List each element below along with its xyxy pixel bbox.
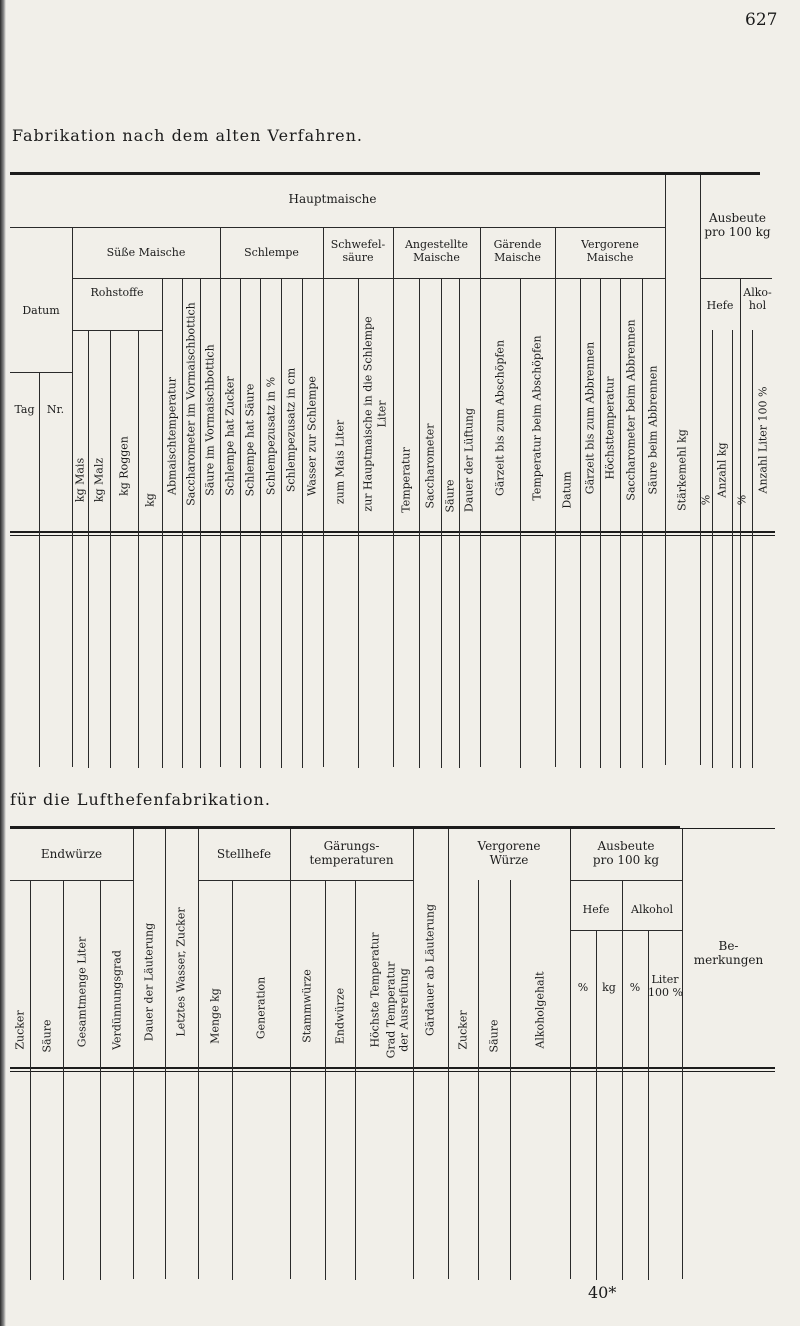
col-saeure-abbrennen: Säure beim Abbrennen xyxy=(646,365,660,495)
col-grad-temperatur: Grad Temperatur xyxy=(384,961,398,1059)
section-title-lufthefen: für die Lufthefenfabrikation. xyxy=(10,790,271,809)
col-kg-roggen: kg Roggen xyxy=(117,436,131,496)
header-gaerende-maische: Gärende Maische xyxy=(493,238,542,264)
page-edge-shadow xyxy=(0,0,6,1326)
col-dauer-laeuterung: Dauer der Läuterung xyxy=(142,922,156,1042)
col-zucker-2: Zucker xyxy=(456,1010,470,1050)
col-gaerdauer: Gärdauer ab Läuterung xyxy=(423,904,437,1036)
col-saeure: Säure xyxy=(443,479,457,513)
col-alkohol-anzahl-liter: Anzahl Liter 100 % xyxy=(756,386,770,494)
header-suesse-maische: Süße Maische xyxy=(106,246,186,259)
col-staerkemehl-kg: Stärkemehl kg xyxy=(675,429,689,511)
col-kg-malz: kg Malz xyxy=(92,457,106,503)
col-verduennungsgrad: Verdünnungsgrad xyxy=(110,950,124,1050)
col-abmaischtemperatur: Abmaischtemperatur xyxy=(165,377,179,495)
header-angestellte-maische: Angestellte Maische xyxy=(404,238,469,264)
col-schlempe-saeure: Schlempe hat Säure xyxy=(243,383,257,497)
col-saeure-vormaischbottich: Säure im Vormaischbottich xyxy=(203,344,217,496)
col-kg: kg xyxy=(143,493,157,507)
header-hefe-2: Hefe xyxy=(582,903,610,916)
col-alkohol-prozent: % xyxy=(735,494,749,506)
header-hefe: Hefe xyxy=(706,299,734,312)
col-kg-mais: kg Mais xyxy=(73,457,87,503)
col-dauer-lueftung: Dauer der Lüftung xyxy=(462,407,476,513)
col-hoechsttemperatur: Höchsttemperatur xyxy=(603,376,617,480)
col-hoechste-temperatur: Höchste Temperatur xyxy=(368,932,382,1048)
col-menge-kg: Menge kg xyxy=(208,988,222,1044)
header-vergorene-maische: Vergorene Maische xyxy=(581,238,639,264)
header-gaerungstemperaturen: Gärungs- temperaturen xyxy=(309,839,394,867)
header-endwuerze: Endwürze xyxy=(40,847,103,861)
col-alkohol-prozent-2: % xyxy=(629,981,641,994)
col-grad-ausreifung: der Ausreifung xyxy=(397,968,411,1052)
col-hefe-prozent-2: % xyxy=(577,981,589,994)
col-endwuerze: Endwürze xyxy=(333,987,347,1045)
col-alkoholgehalt: Alkoholgehalt xyxy=(533,971,547,1049)
page-footer-mark: 40* xyxy=(588,1283,617,1302)
col-saeure-2: Säure xyxy=(40,1019,54,1053)
col-zur-hauptmaische-liter: Liter xyxy=(375,400,389,428)
section-title-alte-verfahren: Fabrikation nach dem alten Verfahren. xyxy=(12,126,363,145)
header-tag: Tag xyxy=(14,403,35,416)
header-ausbeute-2: Ausbeute pro 100 kg xyxy=(592,839,660,867)
col-zucker: Zucker xyxy=(13,1010,27,1050)
col-hefe-prozent: % xyxy=(699,494,713,506)
col-zur-hauptmaische: zur Hauptmaische in die Schlempe xyxy=(361,316,375,512)
col-saccharometer-vormaischbottich: Saccharometer im Vormaischbottich xyxy=(184,302,198,506)
header-nr: Nr. xyxy=(46,403,65,416)
header-hauptmaische: Hauptmaische xyxy=(288,192,377,206)
header-stellhefe: Stellhefe xyxy=(216,847,272,861)
col-alkohol-liter: Liter 100 % xyxy=(648,973,683,999)
col-temperatur: Temperatur xyxy=(399,447,413,513)
header-vergorene-wuerze: Vergorene Würze xyxy=(477,839,541,867)
col-gaerzeit-abschoepfen: Gärzeit bis zum Abschöpfen xyxy=(493,339,507,497)
col-gesamtmenge: Gesamtmenge Liter xyxy=(75,936,89,1048)
col-schlempe-zucker: Schlempe hat Zucker xyxy=(223,376,237,496)
col-letztes-wasser: Letztes Wasser, Zucker xyxy=(174,907,188,1037)
col-generation: Generation xyxy=(254,976,268,1040)
col-gaerzeit-abbrennen: Gärzeit bis zum Abbrennen xyxy=(583,341,597,495)
col-hefe-kg-2: kg xyxy=(602,981,616,994)
col-saeure-3: Säure xyxy=(487,1019,501,1053)
header-alkohol: Alko- hol xyxy=(743,286,772,312)
col-hefe-anzahl-kg: Anzahl kg xyxy=(715,442,729,498)
col-stammwuerze: Stammwürze xyxy=(300,969,314,1043)
header-schwefelsaeure: Schwefel- säure xyxy=(330,238,386,264)
col-saccharometer: Saccharometer xyxy=(423,423,437,509)
page-number: 627 xyxy=(745,10,778,30)
header-schlempe: Schlempe xyxy=(244,246,299,259)
header-rohstoffe: Rohstoffe xyxy=(90,286,144,299)
col-datum: Datum xyxy=(560,471,574,509)
col-zum-mais-liter: zum Mais Liter xyxy=(333,419,347,505)
col-saccharometer-abbrennen: Saccharometer beim Abbrennen xyxy=(624,319,638,501)
header-ausbeute: Ausbeute pro 100 kg xyxy=(704,211,771,239)
header-bemerkungen: Be- merkungen xyxy=(693,939,764,967)
header-datum: Datum xyxy=(22,304,60,317)
col-temperatur-abschoepfen: Temperatur beim Abschöpfen xyxy=(530,335,544,501)
col-wasser-schlempe: Wasser zur Schlempe xyxy=(305,376,319,496)
header-alkohol-2: Alkohol xyxy=(631,903,673,916)
col-schlempezusatz-cm: Schlempezusatz in cm xyxy=(284,367,298,493)
col-schlempezusatz-prozent: Schlempezusatz in % xyxy=(264,376,278,496)
